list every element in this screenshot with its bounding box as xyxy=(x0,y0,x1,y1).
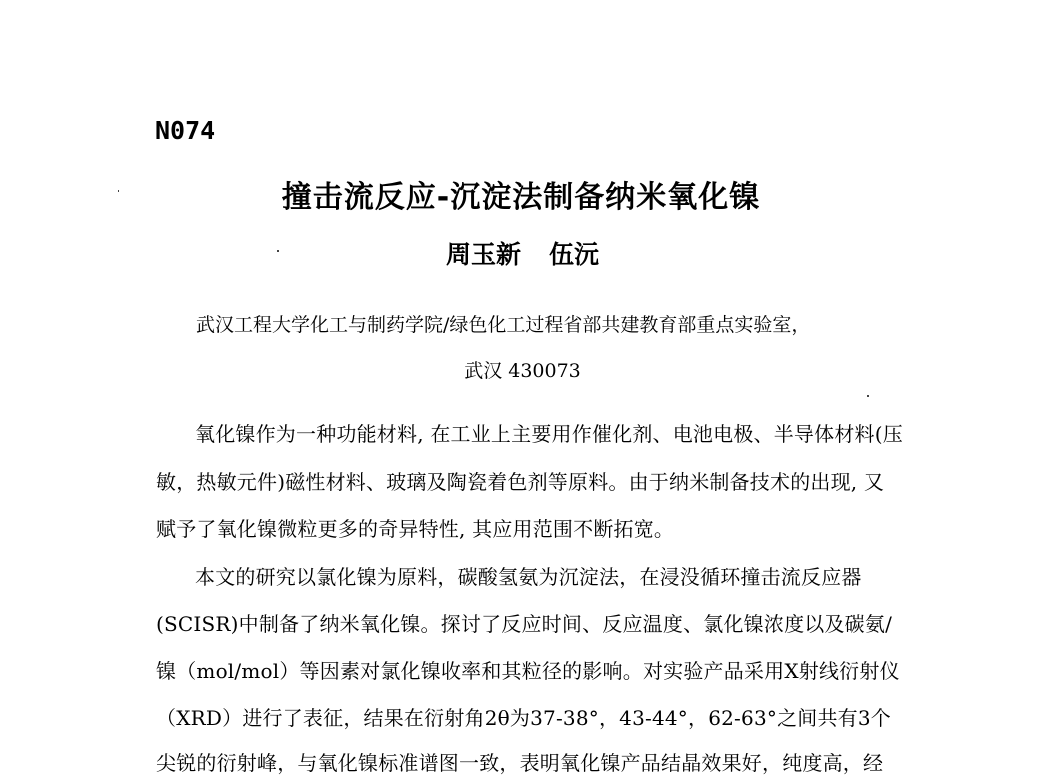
paper-title: 撞击流反应-沉淀法制备纳米氧化镍 xyxy=(281,180,761,215)
body-line: 本文的研究以氯化镍为原料，碳酸氢氨为沉淀法，在浸没循环撞击流反应器 xyxy=(195,565,862,589)
body-line: 镍（mol/mol）等因素对氯化镍收率和其粒径的影响。对实验产品采用X射线衍射仪 xyxy=(156,659,900,683)
body-line: (SCISR)中制备了纳米氧化镍。探讨了反应时间、反应温度、氯化镍浓度以及碳氨/ xyxy=(156,612,893,636)
affiliation-city: 武汉 430073 xyxy=(464,360,581,382)
scan-speck xyxy=(867,395,869,397)
affiliation: 武汉工程大学化工与制药学院/绿色化工过程省部共建教育部重点实验室， xyxy=(196,314,811,336)
authors xyxy=(0,235,1045,271)
body-line: 氧化镍作为一种功能材料, 在工业上主要用作催化剂、电池电极、半导体材料(压 xyxy=(195,422,903,446)
body-line: 尖锐的衍射峰，与氧化镍标准谱图一致，表明氧化镍产品结晶效果好，纯度高，经 xyxy=(156,751,884,775)
scan-speck xyxy=(277,250,279,252)
body-line: 赋予了氧化镍微粒更多的奇异特性, 其应用范围不断拓宽。 xyxy=(156,517,675,541)
body-line: 敏，热敏元件)磁性材料、玻璃及陶瓷着色剂等原料。由于纳米制备技术的出现, 又 xyxy=(156,470,885,494)
scan-speck xyxy=(118,190,119,192)
author-name: 伍沅 xyxy=(549,240,600,269)
body-line: （XRD）进行了表征，结果在衍射角2θ为37-38°，43-44°，62-63°之间共有3个 xyxy=(156,706,891,730)
paper-id: N074 xyxy=(155,116,216,145)
author-name: 周玉新 xyxy=(445,240,521,269)
